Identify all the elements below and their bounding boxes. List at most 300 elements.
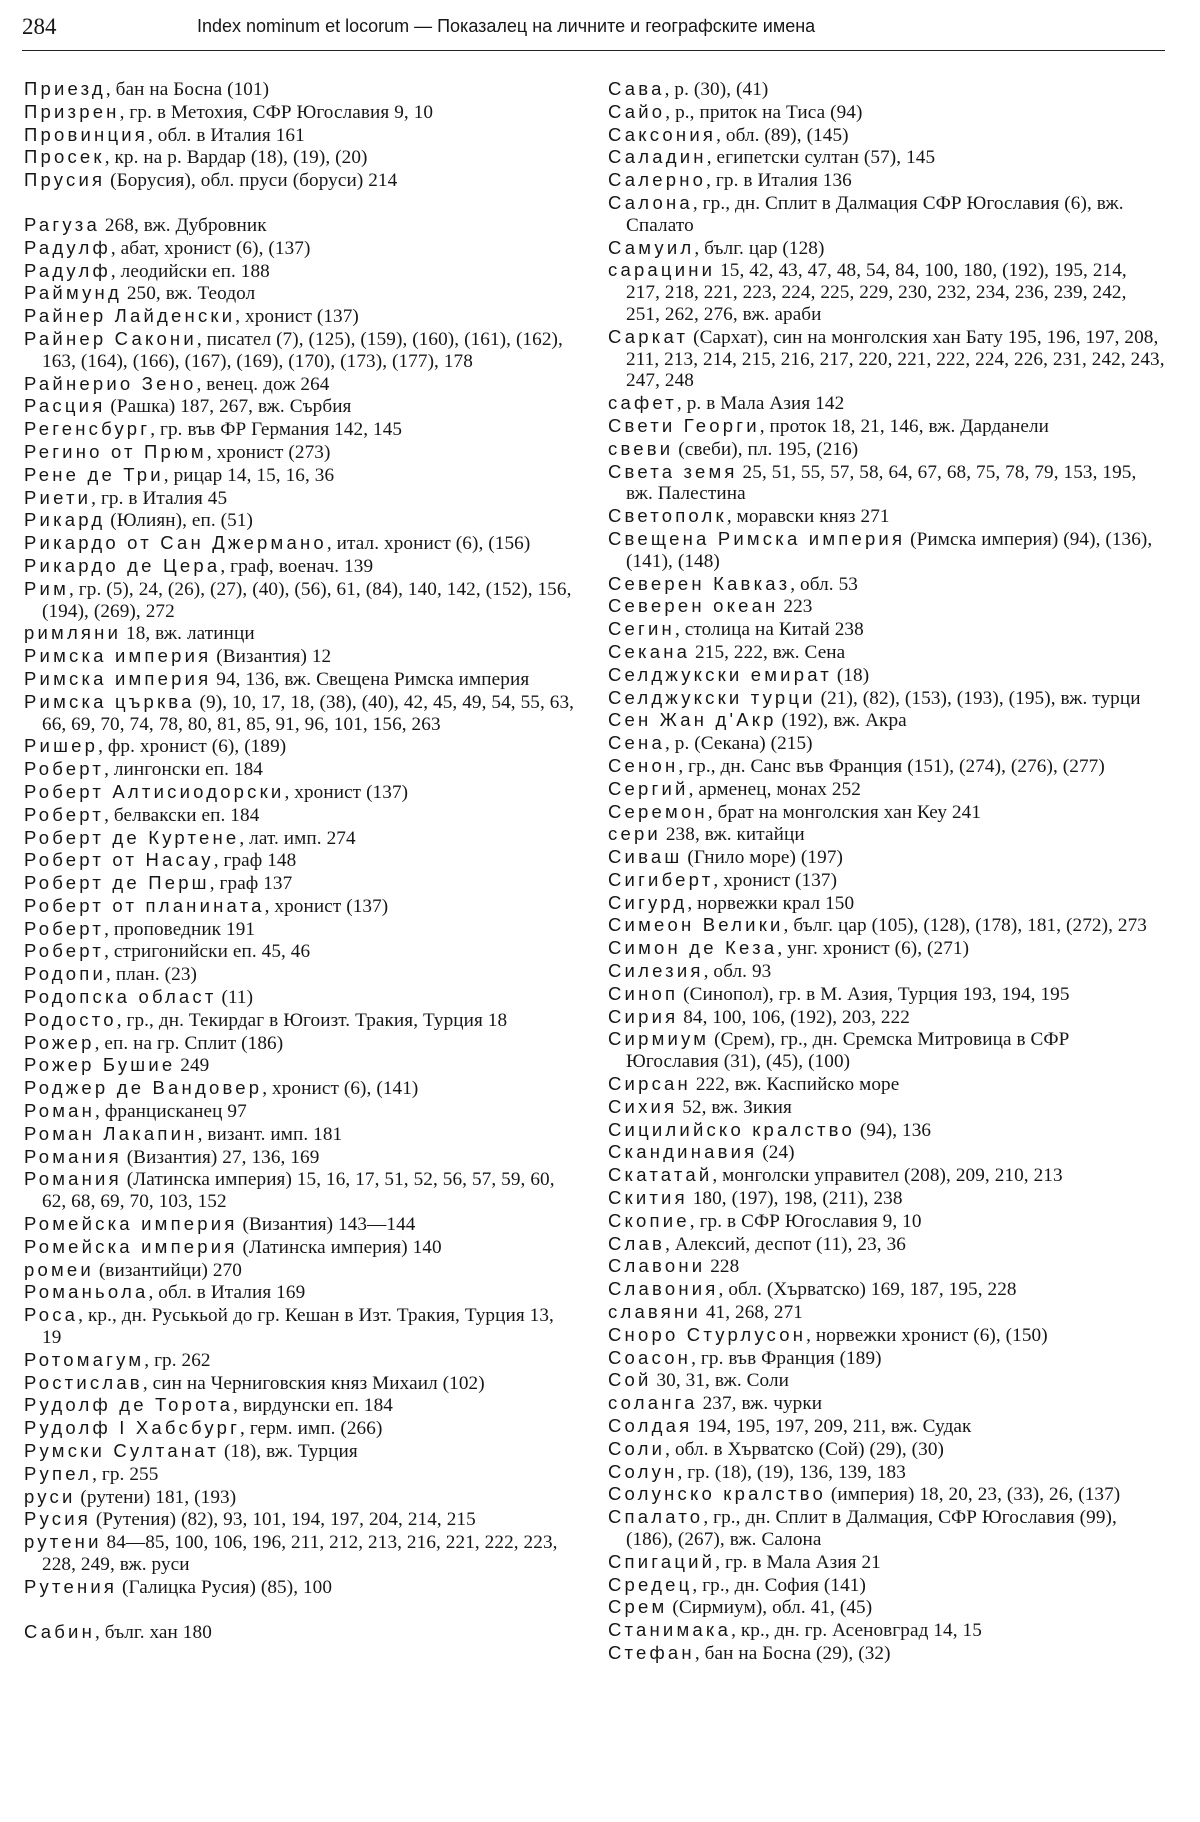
entry-headword: Румски Султанат [24,1440,220,1462]
index-entry [24,509,577,532]
index-entry [608,1506,1165,1551]
entry-headword: Романьола [24,1281,149,1303]
entry-headword: Света земя [608,460,738,482]
entry-references: , венец. дож 264 [196,373,330,395]
entry-references: 52, вж. Зикия [677,1096,792,1118]
entry-headword: Секана [608,640,691,662]
index-entry [608,1415,1165,1438]
entry-references: , гр., дн. София (141) [692,1574,866,1596]
entry-headword: Раймунд [24,282,122,304]
index-entry [24,1508,577,1531]
entry-headword: Прусия [24,169,106,191]
entry-headword: Регино от Прюм [24,440,207,462]
entry-headword: Родопска област [24,986,217,1008]
entry-headword: Сайо [608,100,666,122]
entry-references: , проток 18, 21, 146, вж. Дарданели [759,415,1050,437]
entry-references: , вирдунски еп. 184 [233,1395,393,1417]
index-entry [24,124,577,147]
entry-headword: Рагуза [24,213,100,235]
index-entry [608,1483,1165,1506]
index-entry [24,282,577,305]
entry-headword: Сиваш [608,846,683,868]
index-entry [24,804,577,827]
entry-references: , писател (7), (125), (159), (160), (161), (162), 163, (164), (166), (167), (169), (170), (173), (177), 178 [42,328,563,372]
entry-headword: Роберт де Перш [24,872,210,894]
entry-references: 194, 195, 197, 209, 211, вж. Судак [692,1416,972,1438]
index-entry [608,1574,1165,1597]
entry-references: , бълг. цар (128) [694,237,825,259]
entry-headword: Свети Георги [608,414,760,436]
entry-references: , гр. във ФР Германия 142, 145 [150,419,403,441]
index-entry [24,872,577,895]
index-entry [24,918,577,941]
entry-references: , р. (Секана) (215) [664,733,813,755]
entry-headword: Роберт от Насау [24,849,214,871]
index-entry [608,937,1165,960]
index-entry [608,1141,1165,1164]
index-entry [608,732,1165,755]
index-entry [608,960,1165,983]
entry-headword: Скопие [608,1209,690,1231]
entry-headword: Приезд [24,78,106,99]
index-entry [24,622,577,645]
entry-headword: Роберт [24,940,105,962]
entry-headword: Сигиберт [608,868,714,890]
entry-headword: Райнер Сакони [24,327,197,349]
index-entry [608,259,1165,325]
index-entry [24,555,577,578]
running-header [22,10,1165,51]
index-entry [608,392,1165,415]
index-entry [24,1394,577,1417]
index-entry [24,1417,577,1440]
entry-headword: Соасон [608,1346,692,1368]
entry-references: , гр. в Мала Азия 21 [715,1551,881,1573]
entry-headword: Сенон [608,754,679,776]
entry-references: (9), 10, 17, 18, (38), (40), 42, 45, 49, 54, 55, 63, 66, 69, 70, 74, 78, 80, 81, 85, 91, 96, 101, 156, 263 [42,691,575,735]
entry-references: , францисканец 97 [95,1101,247,1123]
entry-headword: Симеон Велики [608,914,784,936]
index-entry [24,691,577,736]
index-entry [24,1146,577,1169]
entry-references: , хронист (137) [713,869,838,891]
entry-references: , гр. в СФР Югославия 9, 10 [689,1210,922,1232]
index-entry [608,1596,1165,1619]
index-entry [608,1210,1165,1233]
index-entry [608,1255,1165,1278]
index-entry [24,305,577,328]
entry-references: (рутени) 181, (193) [75,1486,237,1508]
entry-headword: Ростислав [24,1371,143,1393]
entry-references: 84—85, 100, 106, 196, 211, 212, 213, 216, 221, 222, 223, 228, 249, вж. руси [42,1532,558,1575]
entry-headword: Сицилийско кралство [608,1118,855,1140]
entry-references: , гр. 262 [144,1349,211,1371]
entry-references: , фр. хронист (6), (189) [98,736,287,758]
entry-headword: Ротомагум [24,1348,145,1370]
entry-references: , гр. в Метохия, СФР Югославия 9, 10 [119,101,434,123]
entry-headword: Саксония [608,123,717,145]
entry-references: , кр., дн. Руськьой до гр. Кешан в Изт. Тракия, Турция 13, 19 [42,1305,554,1349]
index-entry [24,963,577,986]
index-entry [24,1123,577,1146]
entry-references: , лингонски еп. 184 [104,759,263,781]
entry-headword: славяни [608,1301,701,1323]
entry-references: (Византия) 143—144 [237,1214,416,1236]
entry-references: , бълг. хан 180 [95,1621,212,1643]
entry-references: , бан на Босна (29), (32) [694,1642,891,1664]
entry-references: 15, 42, 43, 47, 48, 54, 84, 100, 180, (192), 195, 214, 217, 218, 221, 223, 224, 225, 229, 230, 232, 234, 236, 239, 242, 251, 262, 276, вж. араби [626,260,1127,325]
entry-references: (Римска империя) (94), (136), (141), (148) [626,528,1153,572]
index-entry [24,781,577,804]
entry-headword: соланга [608,1392,698,1414]
index-entry [608,709,1165,732]
entry-headword: Рудолф I Хабсбург [24,1417,241,1439]
entry-headword: Сигурд [608,891,688,913]
index-entry [608,192,1165,237]
entry-headword: Северен океан [608,595,779,617]
entry-headword: Северен Кавказ [608,572,791,594]
index-entry [608,146,1165,169]
entry-headword: Скататай [608,1164,713,1186]
entry-headword: сафет [608,392,677,414]
entry-references: 238, вж. китайци [660,824,805,846]
index-entry [24,735,577,758]
index-entry [608,641,1165,664]
entry-references: 237, вж. чурки [697,1393,823,1415]
entry-headword: Русия [24,1508,91,1530]
letter-section-gap [24,1599,577,1621]
entry-references: (Византия) 12 [211,646,332,668]
index-entry [608,1073,1165,1096]
entry-headword: Ромейска империя [24,1213,238,1235]
entry-headword: Салерно [608,169,707,191]
entry-headword: Рене де Три [24,463,164,485]
index-entry [608,1438,1165,1461]
entry-references: , гр., дн. Сплит в Далмация СФР Югославия (6), вж. Спалато [626,192,1124,236]
entry-headword: Свещена Римска империя [608,527,906,549]
entry-references: (94), 136 [854,1119,932,1141]
entry-references: , граф, военач. 139 [220,555,374,577]
index-entry [24,986,577,1009]
index-entry [608,778,1165,801]
entry-references: (Византия) 27, 136, 169 [121,1146,320,1168]
entry-references: (Сирмиум), обл. 41, (45) [667,1597,873,1619]
entry-headword: Спигаций [608,1550,716,1572]
entry-headword: римляни [24,622,122,644]
entry-headword: Роберт [24,803,105,825]
entry-headword: Саладин [608,146,707,168]
entry-headword: Призрен [24,100,120,122]
entry-references: , лат. имп. 274 [239,827,356,849]
entry-headword: Райнер Лайденски [24,305,236,327]
entry-headword: Регенсбург [24,418,151,440]
index-entry [24,940,577,963]
entry-headword: Ромейска империя [24,1235,238,1257]
entry-headword: Родопи [24,963,107,985]
entry-references: , леодийски еп. 188 [110,260,270,282]
index-entry [24,1349,577,1372]
entry-references: 222, вж. Каспийско море [690,1074,900,1096]
index-entry [608,1369,1165,1392]
entry-references: , рицар 14, 15, 16, 36 [163,464,335,486]
index-entry [608,1324,1165,1347]
index-entry [24,1440,577,1463]
entry-headword: Солун [608,1460,678,1482]
entry-references: , хронист (273) [206,441,331,463]
entry-references: , моравски княз 271 [726,506,890,528]
index-entry [24,849,577,872]
entry-headword: Рикард [24,509,106,531]
index-entry [608,415,1165,438]
entry-references: 84, 100, 106, (192), 203, 222 [678,1006,910,1028]
entry-references: (24) [757,1142,795,1164]
index-entry [24,895,577,918]
entry-references: , хронист (6), (141) [262,1078,419,1100]
entry-references: (Рутения) (82), 93, 101, 194, 197, 204, 214, 215 [90,1509,476,1531]
entry-headword: Романия [24,1145,122,1167]
index-entry [608,664,1165,687]
index-entry [608,1619,1165,1642]
entry-headword: Серемон [608,800,708,822]
entry-references: , арменец, монах 252 [688,778,861,800]
entry-references: 215, 222, вж. Сена [690,641,846,663]
entry-headword: Соли [608,1437,666,1459]
entry-headword: Радулф [24,236,111,258]
entry-references: , гр. във Франция (189) [691,1347,882,1369]
index-entry [24,441,577,464]
entry-headword: Рикардо от Сан Джермано [24,532,327,554]
entry-headword: сарацини [608,259,716,281]
index-entry [608,1028,1165,1073]
index-entry [24,237,577,260]
index-entry [24,78,577,101]
entry-headword: Роберт де Куртене [24,826,240,848]
entry-references: (Синопол), гр. в М. Азия, Турция 193, 194, 195 [678,983,1070,1005]
entry-headword: Славония [608,1278,719,1300]
entry-references: , стригонийски еп. 45, 46 [104,941,311,963]
entry-headword: Средец [608,1573,693,1595]
entry-headword: Срем [608,1596,668,1618]
index-entry [608,755,1165,778]
index-entry [24,487,577,510]
entry-headword: Салона [608,191,693,213]
entry-references: , кр., дн. гр. Асеновград 14, 15 [731,1620,982,1642]
index-entry [608,914,1165,937]
entry-references: , гр. (5), 24, (26), (27), (40), (56), 61, (84), 140, 142, (152), 156, (194), (269), 272 [42,578,572,622]
entry-headword: Сегин [608,618,675,640]
entry-headword: Роман [24,1100,96,1122]
entry-headword: Просек [24,146,105,168]
index-entry [24,169,577,192]
entry-headword: Симон де Кеза [608,937,778,959]
entry-headword: Ришер [24,735,99,757]
entry-references: , р., приток на Тиса (94) [665,101,863,123]
index-entry [24,758,577,781]
entry-references: , хронист (137) [235,306,359,328]
index-entry [608,1006,1165,1029]
index-entry [608,1233,1165,1256]
entry-headword: Сен Жан д'Акр [608,709,777,731]
entry-headword: Сирия [608,1005,679,1027]
entry-references: , гр., дн. Сплит в Далмация, СФР Югославия (99), (186), (267), вж. Салона [626,1507,1117,1550]
index-entry [608,237,1165,260]
entry-headword: рутени [24,1531,102,1553]
entry-references: , хронист (137) [264,895,389,917]
index-entry [24,373,577,396]
entry-references: , гр. 255 [92,1463,159,1485]
entry-references: (империя) 18, 20, 23, (33), 26, (137) [825,1484,1121,1506]
entry-headword: Сноро Стурлусон [608,1323,807,1345]
entry-references: (Латинска империя) 15, 16, 17, 51, 52, 56, 57, 59, 60, 62, 68, 69, 70, 103, 152 [42,1169,555,1213]
index-entry [608,1301,1165,1324]
entry-references: (свеби), пл. 195, (216) [673,438,859,460]
entry-headword: Райнерио Зено [24,372,197,394]
entry-headword: Рожер [24,1031,95,1053]
entry-references: 25, 51, 55, 57, 58, 64, 67, 68, 75, 78, 79, 153, 195, вж. Палестина [626,461,1137,505]
entry-references: , гр., дн. Санс във Франция (151), (274), (276), (277) [678,755,1105,777]
index-entry [608,505,1165,528]
index-entry [608,1119,1165,1142]
entry-headword: Сирмиум [608,1028,710,1050]
index-entry [24,1531,577,1576]
entry-headword: сери [608,823,661,845]
entry-headword: Роберт Алтисиодорски [24,780,285,802]
index-entry [608,1164,1165,1187]
entry-references: (18), вж. Турция [219,1441,358,1463]
entry-references: , граф 137 [209,873,293,895]
entry-headword: свеви [608,437,674,459]
running-title: Index nominum et locorum — Показалец на личните и географските имена [197,16,816,36]
entry-headword: Самуил [608,236,695,258]
entry-references: , обл. (Хърватско) 169, 187, 195, 228 [718,1279,1017,1301]
index-entry [24,668,577,691]
index-entry [24,1168,577,1213]
entry-references: , обл. в Италия 169 [148,1282,306,1304]
index-entry [608,326,1165,392]
index-entry [608,438,1165,461]
entry-references: 41, 268, 271 [700,1302,803,1324]
entry-references: 250, вж. Теодол [121,283,256,305]
entry-headword: Роберт от планината [24,894,265,916]
entry-references: 18, вж. латинци [121,623,255,645]
entry-headword: Стефан [608,1641,695,1663]
index-entry [24,1304,577,1349]
index-entry [608,823,1165,846]
entry-headword: Селджукски емират [608,663,832,685]
entry-references: , граф 148 [213,850,297,872]
entry-references: , гр. в Италия 45 [91,487,228,509]
index-entry [24,1100,577,1123]
entry-references: , итал. хронист (6), (156) [326,533,531,555]
entry-headword: Слав [608,1232,666,1254]
entry-references: , р. в Мала Азия 142 [676,393,845,415]
entry-headword: Рудолф де Торота [24,1394,234,1416]
entry-headword: Сирсан [608,1073,691,1095]
entry-references: , столица на Китай 238 [674,619,864,641]
entry-references: , гр. в Италия 136 [706,170,852,192]
entry-references: , кр. на р. Вардар (18), (19), (20) [104,147,368,169]
entry-headword: Роджер де Вандовер [24,1077,263,1099]
entry-headword: Скандинавия [608,1141,758,1163]
index-entry [24,578,577,623]
entry-references: , р. (30), (41) [664,79,769,100]
index-entry [24,101,577,124]
entry-references: , норвежки хронист (6), (150) [806,1324,1048,1346]
entry-headword: Сава [608,78,665,99]
index-entry [24,1621,577,1644]
entry-references: (21), (82), (153), (193), (195), вж. турци [815,687,1141,709]
entry-headword: Солунско кралство [608,1483,826,1505]
entry-headword: Рупел [24,1462,93,1484]
index-entry [24,418,577,441]
index-column-left [24,78,577,1643]
entry-headword: Роман Лакапин [24,1122,198,1144]
index-entry [608,1642,1165,1665]
index-entry [24,1009,577,1032]
index-entry [608,78,1165,101]
entry-headword: Силезия [608,960,704,982]
entry-references: (Срем), гр., дн. Сремска Митровица в СФР Югославия (31), (45), (100) [626,1029,1070,1073]
entry-references: (византийци) 270 [93,1259,242,1281]
index-entry [608,1392,1165,1415]
page-number: 284 [22,14,57,39]
entry-headword: Светополк [608,505,727,527]
entry-references: (Галицка Русия) (85), 100 [117,1576,333,1598]
index-entry [24,1372,577,1395]
entry-references: (Сархат), син на монголския хан Бату 195, 196, 197, 208, 211, 213, 214, 215, 216, 217, 220, 221, 222, 224, 226, 231, 242, 243, 247, 248 [626,326,1165,392]
entry-references: , хронист (137) [284,781,409,803]
index-entry [608,573,1165,596]
index-entry [24,1032,577,1055]
entry-references: , норвежки крал 150 [687,892,855,914]
entry-references: 223 [778,596,813,618]
index-entry [24,827,577,850]
entry-headword: Римска империя [24,667,212,689]
index-entry [24,532,577,555]
entry-references: , монголски управител (208), 209, 210, 213 [712,1165,1063,1187]
entry-headword: Римска църква [24,690,195,712]
index-entry [608,1187,1165,1210]
entry-headword: ромеи [24,1258,94,1280]
entry-references: (Борусия), обл. пруси (боруси) 214 [105,170,398,192]
entry-references: , обл. 93 [703,961,772,983]
entry-headword: Расция [24,395,106,417]
entry-references: (Гнило море) (197) [682,847,843,869]
entry-headword: Рожер Бушие [24,1054,176,1076]
letter-section-gap [24,192,577,214]
index-entry [24,464,577,487]
index-entry [608,124,1165,147]
entry-headword: Родосто [24,1008,117,1030]
entry-references: , обл. 53 [790,573,858,595]
entry-headword: Рутения [24,1575,118,1597]
index-entry [608,1461,1165,1484]
entry-references: (11) [216,987,254,1009]
index-entry [608,528,1165,573]
entry-references: , гр., дн. Текирдаг в Югоизт. Тракия, Турция 18 [116,1009,508,1031]
entry-references: , обл. (89), (145) [716,124,849,146]
index-entry [24,1054,577,1077]
index-entry [24,395,577,418]
index-entry [608,846,1165,869]
entry-references: , бълг. цар (105), (128), (178), 181, (272), 273 [783,915,1147,937]
entry-references: , бан на Босна (101) [105,79,270,100]
index-entry [608,687,1165,710]
entry-references: , белвакски еп. 184 [104,804,260,826]
entry-headword: Скития [608,1187,688,1209]
index-entry [608,169,1165,192]
index-column-right [608,78,1165,1665]
